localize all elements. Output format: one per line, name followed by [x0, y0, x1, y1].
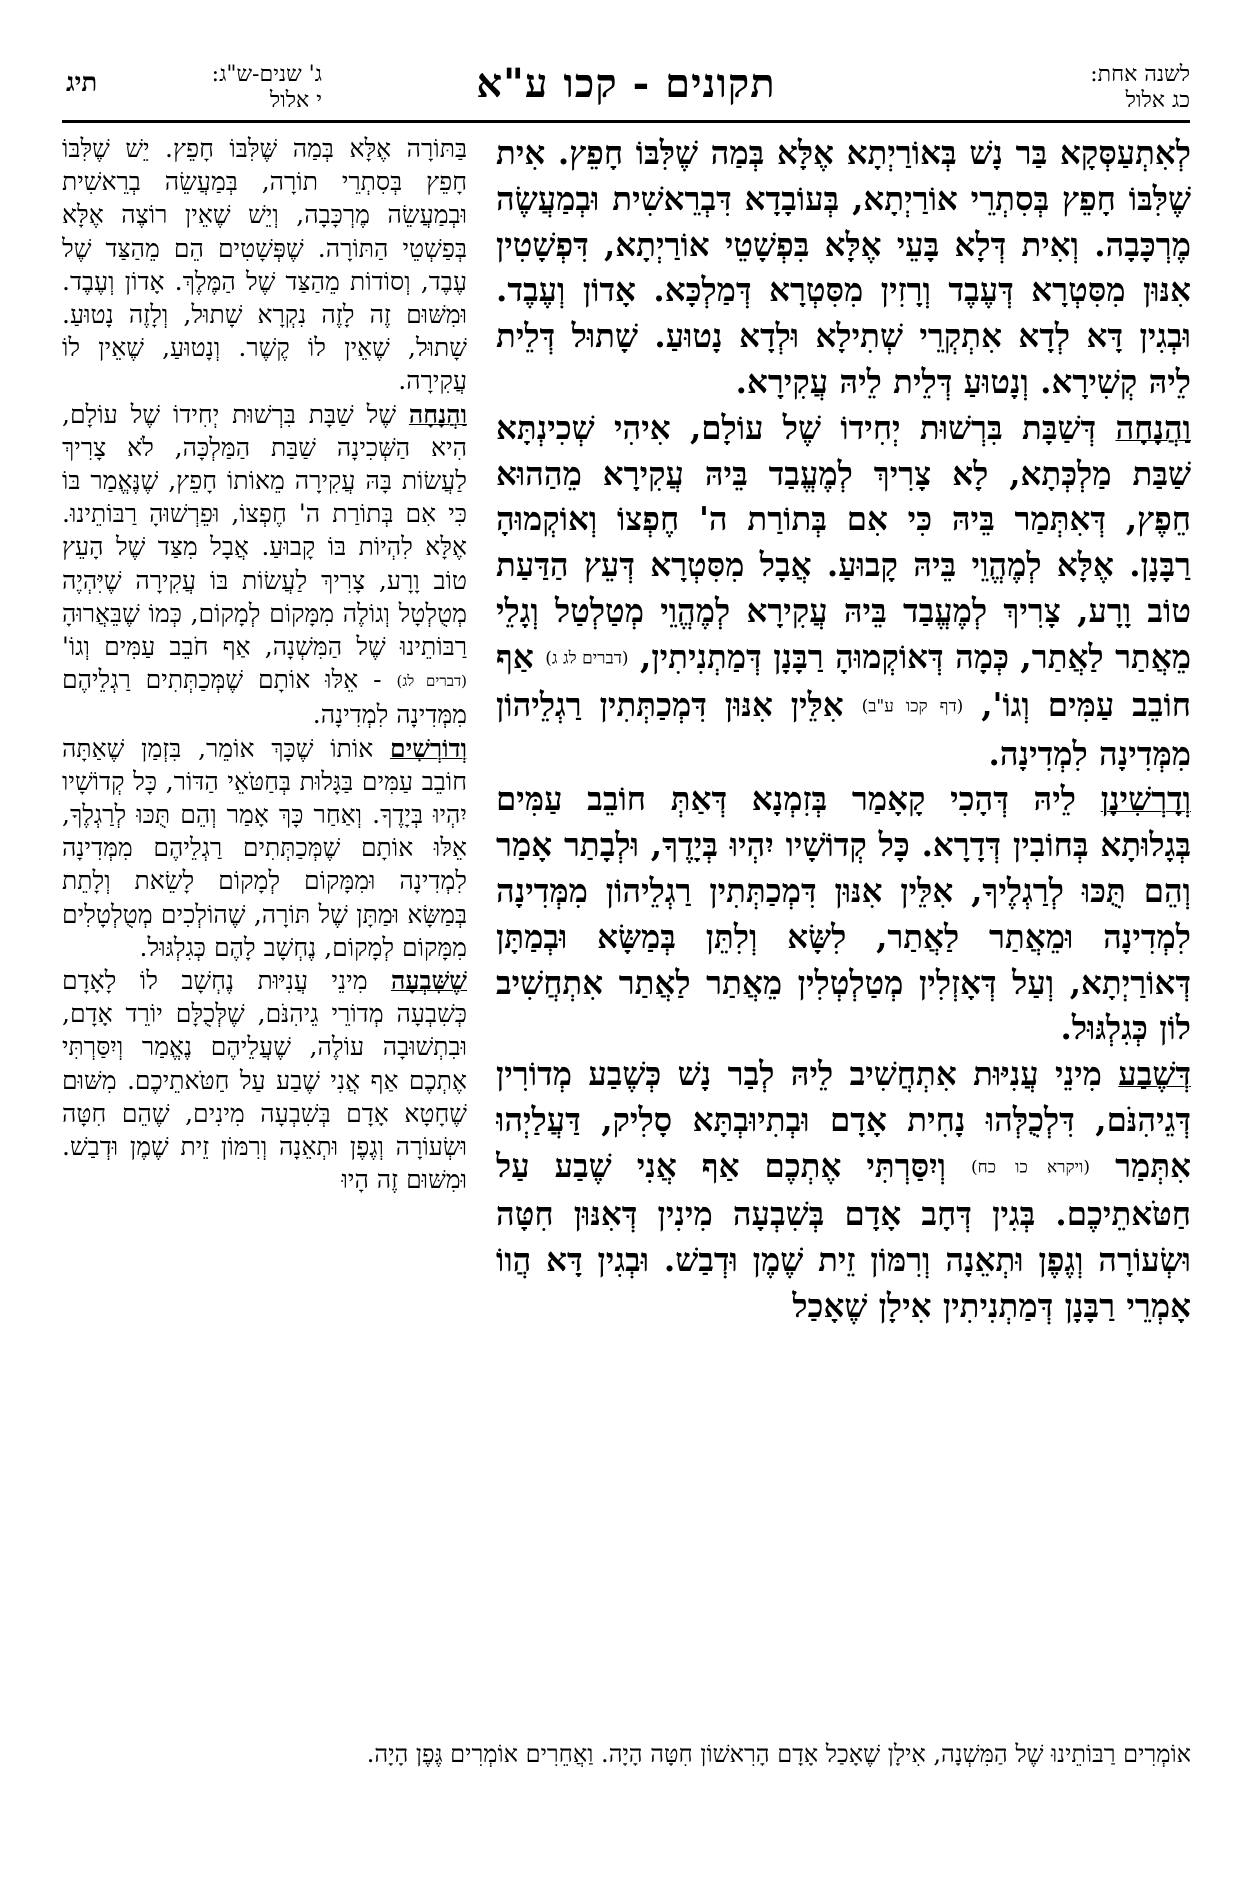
- main-paragraph-text: אַף חוֹבֵב עַמִּים וְגוֹ',: [496, 636, 1191, 725]
- side-paragraph-text: מִינֵי עֲנִיּוּת נֶחְשָׁב לוֹ לָאָדָם כְּשִׁבְעָה מְדוֹרֵי גֵיהִנֹּם, שֶׁלְּכֻלָּם יוֹרֵד אָדָם, וּבִתְשׁוּבָה עוֹלֶה, שֶׁעֲלֵיהֶם נֶאֱמַר וְיִסַּרְתִּי אֶתְכֶם אַף אֲנִי שֶׁבַע עַל חַטֹּאתֵיכֶם. מִשּׁוּם שֶׁחָטָא אָדָם בְּשִׁבְעָה מִינִים, שֶׁהֵם חִטָּה וּשְׂעוֹרָה וְגֶפֶן וּתְאֵנָה וְרִמּוֹן זֵית שֶׁמֶן וּדְבַשׁ. וּמִשּׁוּם זֶה הָיוּ: [62, 965, 467, 1195]
- one-year-date: כג אלול: [1125, 88, 1190, 113]
- side-paragraph-text: שֶׁל שַׁבָּת בִּרְשׁוּת יְחִידוֹ שֶׁל עוֹלָם, הִיא הַשְּׁכִינָה שַׁבַּת הַמַּלְכָּה, לֹא צָרִיךְ לַעֲשׂוֹת בָּהּ עֲקִירָה מֵאוֹתוֹ חָפֵץ, שֶׁנֶּאֱמַר בּוֹ כִּי אִם בְּתוֹרַת ה' חֶפְצוֹ, וּפֵרְשׁוּהָ רַבּוֹתֵינוּ. אֶלָּא לִהְיוֹת בּוֹ קָבוּעַ. אֲבָל מִצַּד שֶׁל הָעֵץ טוֹב וָרָע, צָרִיךְ לַעֲשׂוֹת בּוֹ עֲקִירָה שֶׁיִּהְיֶה מְטֻלְטָל וְגוֹלֶה מִמָּקוֹם לְמָקוֹם, כְּמוֹ שֶׁבֵּאֲרוּהָ רַבּוֹתֵינוּ שֶׁל הַמִּשְׁנָה, אַף חֹבֵב עַמִּים וְגוֹ': [62, 399, 467, 662]
- paragraph-lead-word: דְּשֶׁבַע: [1118, 1054, 1191, 1094]
- source-reference: (ויקרא כו כח): [971, 1157, 1091, 1178]
- main-aramaic-column: [496, 130, 1191, 1735]
- main-paragraph-text: לְאִתְעַסְּקָא בַּר נָשׁ בְּאוֹרַיְתָא אֶלָּא בְּמַה שֶׁלִּבּוֹ חָפֵץ. אִית שֶׁלִּבּוֹ חָפֵץ בְּסִתְרֵי אוֹרַיְתָא, בְּעוֹבָדָא דִּבְרֵאשִׁית וּבְמַעֲשֶׂה מֶרְכָּבָה. וְאִית דְּלָא בָּעֵי אֶלָּא בִּפְשָׁטֵי אוֹרַיְתָא, דִּפְשָׁטִין אִנּוּן מִסִּטְרָא דְּעֶבֶד וְרָזִין מִסִּטְרָא דְּמַלְכָּא. אָדוֹן וְעֶבֶד. וּבְגִין דָּא לְדָא אִתְקְרֵי שְׁתִילָא וּלְדָא נָטוּעַ. שָׁתוּל דְּלֵית לֵיהּ קְשִׁירָא. וְנָטוּעַ דְּלֵית לֵיהּ עֲקִירָא.: [496, 133, 1191, 401]
- side-paragraph-text: בַּתּוֹרָה אֶלָּא בְּמַה שֶּׁלִּבּוֹ חָפֵץ. יֵשׁ שֶׁלִּבּוֹ חָפֵץ בְּסִתְרֵי תוֹרָה, בְּמַעֲשֵׂה בְרֵאשִׁית וּבְמַעֲשֵׂה מֶרְכָּבָה, וְיֵשׁ שֶׁאֵין רוֹצֶה אֶלָּא בְּפַשְׁטֵי הַתּוֹרָה. שֶׁפְּשָׁטִים הֵם מֵהַצַּד שֶׁל עֶבֶד, וְסוֹדוֹת מֵהַצַּד שֶׁל הַמֶּלֶךְ. אָדוֹן וְעֶבֶד. וּמִשּׁוּם זֶה לָזֶה נִקְרָא שָׁתוּל, וְלָזֶה נָטוּעַ. שָׁתוּל, שֶׁאֵין לוֹ קֶשֶׁר. וְנָטוּעַ, שֶׁאֵין לוֹ עֲקִירָה.: [62, 134, 467, 396]
- hebrew-translation-column: [62, 132, 467, 1735]
- paragraph-lead-word: וְדוֹרְשִׁים: [390, 733, 467, 763]
- side-paragraph: [62, 398, 467, 732]
- side-paragraph: [62, 964, 467, 1196]
- main-paragraph: [496, 130, 1191, 405]
- header-divider: [62, 120, 1190, 123]
- main-paragraph: [496, 405, 1191, 777]
- main-paragraph-text: וְיִסַּרְתִּי אֶתְכֶם אַף אֲנִי שֶׁבַע עַל חַטֹּאתֵיכֶם. בְּגִין דְּחָב אָדָם בְּשִׁבְעָה מִינִין דְּאִנּוּן חִטָּה וּשְׂעוֹרָה וְגֶפֶן וּתְאֵנָה וְרִמּוֹן זֵית שֶׁמֶן וּדְבַשׁ. וּבְגִין דָּא הֲווֹ אָמְרֵי רַבָּנָן דְּמַתְנִיתִין אִילָן שֶׁאָכַל: [496, 1145, 1191, 1325]
- main-paragraph-text: דְּשַׁבָּת בִּרְשׁוּת יְחִידוֹ שֶׁל עוֹלָם, אִיהִי שְׁכִינְתָּא שַׁבַּת מַלְכְּתָא, לָא צָרִיךְ לְמֶעֱבַד בֵּיהּ עֲקִירָא מֵהַהוּא חֵפֶץ, דְּאִתְּמַר בֵּיהּ כִּי אִם בְּתוֹרַת ה' חֶפְצוֹ וְאוֹקְמוּהָ רַבָּנָן. אֶלָּא לְמֶהֱוֵי בֵּיהּ קָבוּעַ. אֲבָל מִסִּטְרָא דְּעֵץ הַדַּעַת טוֹב וָרָע, צָרִיךְ לְמֶעֱבַד בֵּיהּ עֲקִירָא לְמֶהֱוֵי מְטַלְטַל וְגָלֵי מֵאֲתַר לַאֲתַר, כְּמָה דְּאוֹקְמוּהָ רַבָּנָן דְּמַתְנִיתִין,: [496, 407, 1191, 676]
- one-year-label: לשנה אחת:: [1090, 62, 1190, 87]
- main-paragraph-text: לֵיהּ דְּהָכִי קָאָמַר בְּזִמְנָא דְּאַתְּ חוֹבֵב עַמִּים בְּגָלוּתָא בְּחוֹבִין דְּדָרָא. כָּל קְדוֹשָׁיו יִהְיוּ בְּיָדֶךָ, וּלְבָתַר אָמַר וְהֵם תֻּכּוּ לְרַגְלֶיךָ, אִלֵּין אִנּוּן דִּמְכַתְּתִין רַגְלֵיהוֹן מִמְּדִינָה לִמְדִינָה וּמֵאֲתַר לַאֲתַר, לִשָּׂא וְלִתֵּן בְּמַשָּׂא וּבְמַתָּן דְּאוֹרַיְתָא, וְעַל דְּאָזְלִין מְטַלְטְלִין מֵאֲתַר לַאֲתַר אִתְחֲשִׁיב לוֹן כְּגִלְגּוּל.: [496, 779, 1191, 1048]
- main-paragraph: [496, 776, 1191, 1051]
- paragraph-lead-word: וְדָרְשִׁינָן: [1100, 779, 1191, 819]
- paragraph-lead-word: וַהֲנָחָה: [408, 399, 467, 429]
- three-year-dates: [212, 62, 322, 114]
- main-paragraph-text: אִלֵּין אִנּוּן דִּמְכַתְּתִין רַגְלֵיהוֹן מִמְּדִינָה לִמְדִינָה.: [496, 685, 1191, 773]
- side-paragraph-text: אוֹתוֹ שֶׁכָּךְ אוֹמֵר, בִּזְמַן שֶׁאַתָּה חוֹבֵב עַמִּים בַּגָּלוּת בְּחַטֹּאֵי הַדּוֹר, כָּל קְדוֹשָׁיו יִהְיוּ בְּיָדֶךָ. וְאַחַר כָּךְ אָמַר וְהֵם תֻּכּוּ לְרַגְלֶךָ, אֵלּוּ אוֹתָם שֶׁמְּכַתְּתִים רַגְלֵיהֶם מִמְּדִינָה לִמְדִינָה וּמִמָּקוֹם לְמָקוֹם לָשֵׂאת וְלָתֵת בְּמַשָּׂא וּמַתָּן שֶׁל תּוֹרָה, שֶׁהוֹלְכִים מְטֻלְטָלִים מִמָּקוֹם לְמָקוֹם, נֶחְשָׁב לָהֶם כְּגִלְגּוּל.: [62, 733, 467, 962]
- three-year-date: י אלול: [269, 88, 322, 113]
- source-reference: (דברים לג): [396, 672, 467, 691]
- page-header: [62, 58, 1190, 118]
- main-paragraph-text: מִינֵי עֲנִיּוּת אִתְחֲשִׁיב לֵיהּ לְבַר נָשׁ כְּשֶׁבַע מְדוֹרִין דְּגֵיהִנֹּם, דִּלְכֻלְּהוּ נָחִית אָדָם וּבְתִיוּבְתָּא סָלִיק, דַּעֲלַיְהוּ אִתְּמַר: [496, 1054, 1191, 1185]
- page-reference: (דף קכו ע"ב): [861, 696, 964, 717]
- three-year-schedule: [62, 62, 322, 118]
- three-year-label: ג' שנים-ש"ג:: [211, 62, 322, 87]
- side-paragraph: [62, 732, 467, 964]
- bottom-continuation-line: אוֹמְרִים רַבּוֹתֵינוּ שֶׁל הַמִּשְׁנָה, אִילָן שֶׁאָכַל אָדָם הָרִאשׁוֹן חִטָּה הָיָה. וַאֲחֵרִים אוֹמְרִים גֶּפֶן הָיָה.: [366, 1740, 1191, 1768]
- paragraph-lead-word: וַהֲנָחָה: [1115, 407, 1191, 447]
- side-paragraph: [62, 132, 467, 398]
- main-paragraph: [496, 1051, 1191, 1328]
- source-reference: (דברים לג ג): [545, 648, 629, 669]
- paragraph-lead-word: שֶׁשִּׁבְעָה: [391, 965, 467, 995]
- page-title: תקונים - קכו ע"א: [476, 60, 776, 107]
- side-paragraph-text: - אֵלּוּ אוֹתָם שֶׁמְּכַתְּתִים רַגְלֵיהֶם מִמְּדִינָה לִמְדִינָה.: [62, 665, 467, 730]
- page-number: תיג: [66, 68, 98, 98]
